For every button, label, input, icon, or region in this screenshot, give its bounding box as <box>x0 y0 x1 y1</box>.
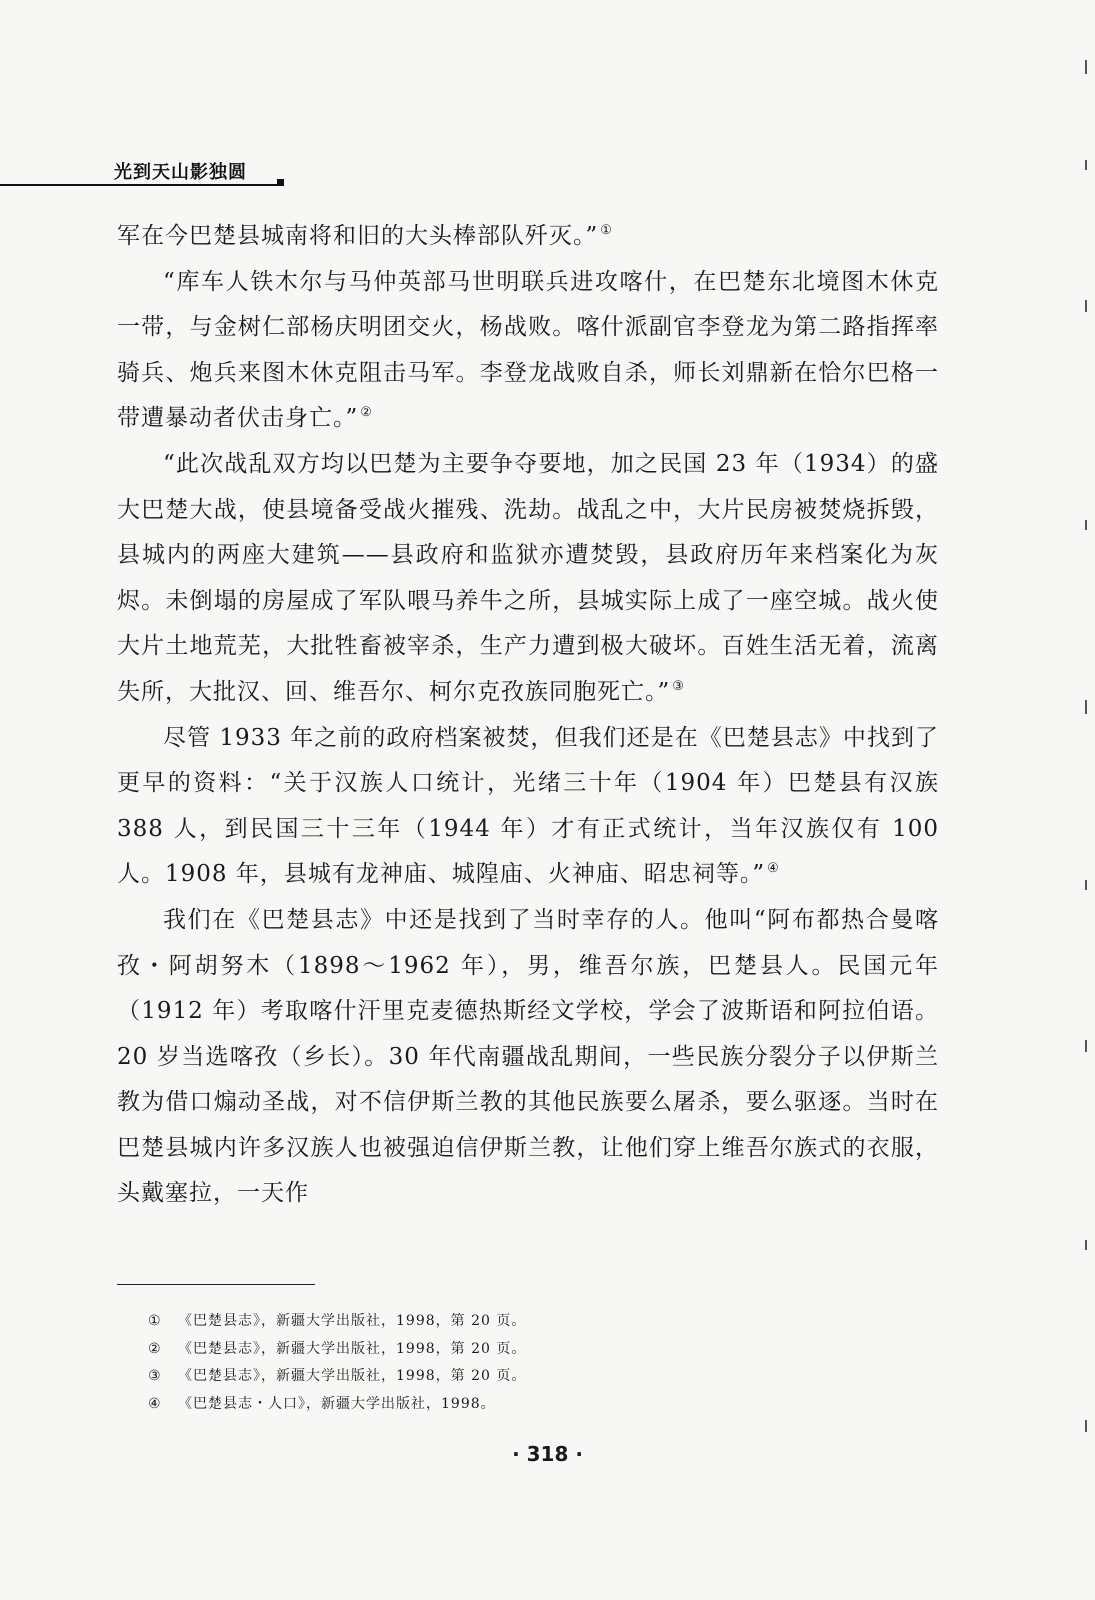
footnote-mark: ③ <box>148 1368 162 1384</box>
footnote <box>148 1363 848 1391</box>
paragraph-text: “库车人铁木尔与马仲英部马世明联兵进攻喀什，在巴楚东北境图木休克一带，与金树仁部杨庆明团交火，杨战败。喀什派副官李登龙为第二路指挥率骑兵、炮兵来图木休克阻击马军。李登龙战败自杀，师长刘鼎新在恰尔巴格一带遭暴动者伏击身亡。” <box>117 268 939 432</box>
running-header-title: 光到天山影独圆 <box>114 162 247 183</box>
footnote-reference: ④ <box>767 861 780 877</box>
paragraph-text: 我们在《巴楚县志》中还是找到了当时幸存的人。他叫“阿布都热合曼喀孜・阿胡努木（1898～1962 年），男，维吾尔族，巴楚县人。民国元年（1912 年）考取喀什汗里克麦德热斯经文学校，学会了波斯语和阿拉伯语。20 岁当选喀孜（乡长）。30 年代南疆战乱期间，一些民族分裂分子以伊斯兰教为借口煽动圣战，对不信伊斯兰教的其他民族要么屠杀，要么驱逐。当时在巴楚县城内许多汉族人也被强迫信伊斯兰教，让他们穿上维吾尔族式的衣服，头戴塞拉，一天作 <box>117 906 939 1207</box>
footnote-text: 《巴楚县志・人口》，新疆大学出版社，1998。 <box>178 1395 496 1412</box>
paragraph-text: 尽管 1933 年之前的政府档案被焚，但我们还是在《巴楚县志》中找到了更早的资料：“关于汉族人口统计，光绪三十年（1904 年）巴楚县有汉族 388 人，到民国三十三年（1944 年）才有正式统计，当年汉族仅有 100 人。1908 年，县城有龙神庙、城隍庙、火神庙、昭忠祠等。” <box>117 724 939 888</box>
paragraph <box>117 442 939 716</box>
paragraph <box>117 214 939 260</box>
footnote <box>148 1336 848 1364</box>
paragraph-text: “此次战乱双方均以巴楚为主要争夺要地，加之民国 23 年（1934）的盛大巴楚大战，使县境备受战火摧残、洗劫。战乱之中，大片民房被焚烧拆毁，县城内的两座大建筑——县政府和监狱亦遭焚毁，县政府历年来档案化为灰烬。未倒塌的房屋成了军队喂马养牛之所，县城实际上成了一座空城。战火使大片土地荒芜，大批牲畜被宰杀，生产力遭到极大破坏。百姓生活无着，流离失所，大批汉、回、维吾尔、柯尔克孜族同胞死亡。” <box>117 450 939 705</box>
page-number: · 318 · <box>512 1442 583 1466</box>
footnote <box>148 1308 848 1336</box>
footnote-mark: ② <box>148 1340 162 1357</box>
footnote-text: 《巴楚县志》，新疆大学出版社，1998，第 20 页。 <box>178 1368 527 1384</box>
paragraph <box>117 260 939 442</box>
running-header <box>0 158 285 192</box>
footnotes <box>148 1308 848 1418</box>
footnote-reference: ③ <box>672 678 685 694</box>
header-rule <box>0 184 278 186</box>
body-text <box>117 214 939 1217</box>
paragraph <box>117 716 939 898</box>
scan-edge-marks <box>1085 0 1089 1600</box>
paragraph <box>117 898 939 1217</box>
paragraph-text: 军在今巴楚县城南将和旧的大头棒部队歼灭。” <box>117 223 599 249</box>
header-square-mark <box>277 179 284 186</box>
footnote <box>148 1391 848 1419</box>
footnote-reference: ① <box>600 223 613 238</box>
footnote-reference: ② <box>360 405 373 421</box>
footnote-text: 《巴楚县志》，新疆大学出版社，1998，第 20 页。 <box>178 1313 527 1329</box>
footnote-separator <box>117 1284 315 1285</box>
footnote-mark: ① <box>148 1313 162 1329</box>
footnote-text: 《巴楚县志》，新疆大学出版社，1998，第 20 页。 <box>178 1340 527 1357</box>
footnote-mark: ④ <box>148 1395 162 1412</box>
